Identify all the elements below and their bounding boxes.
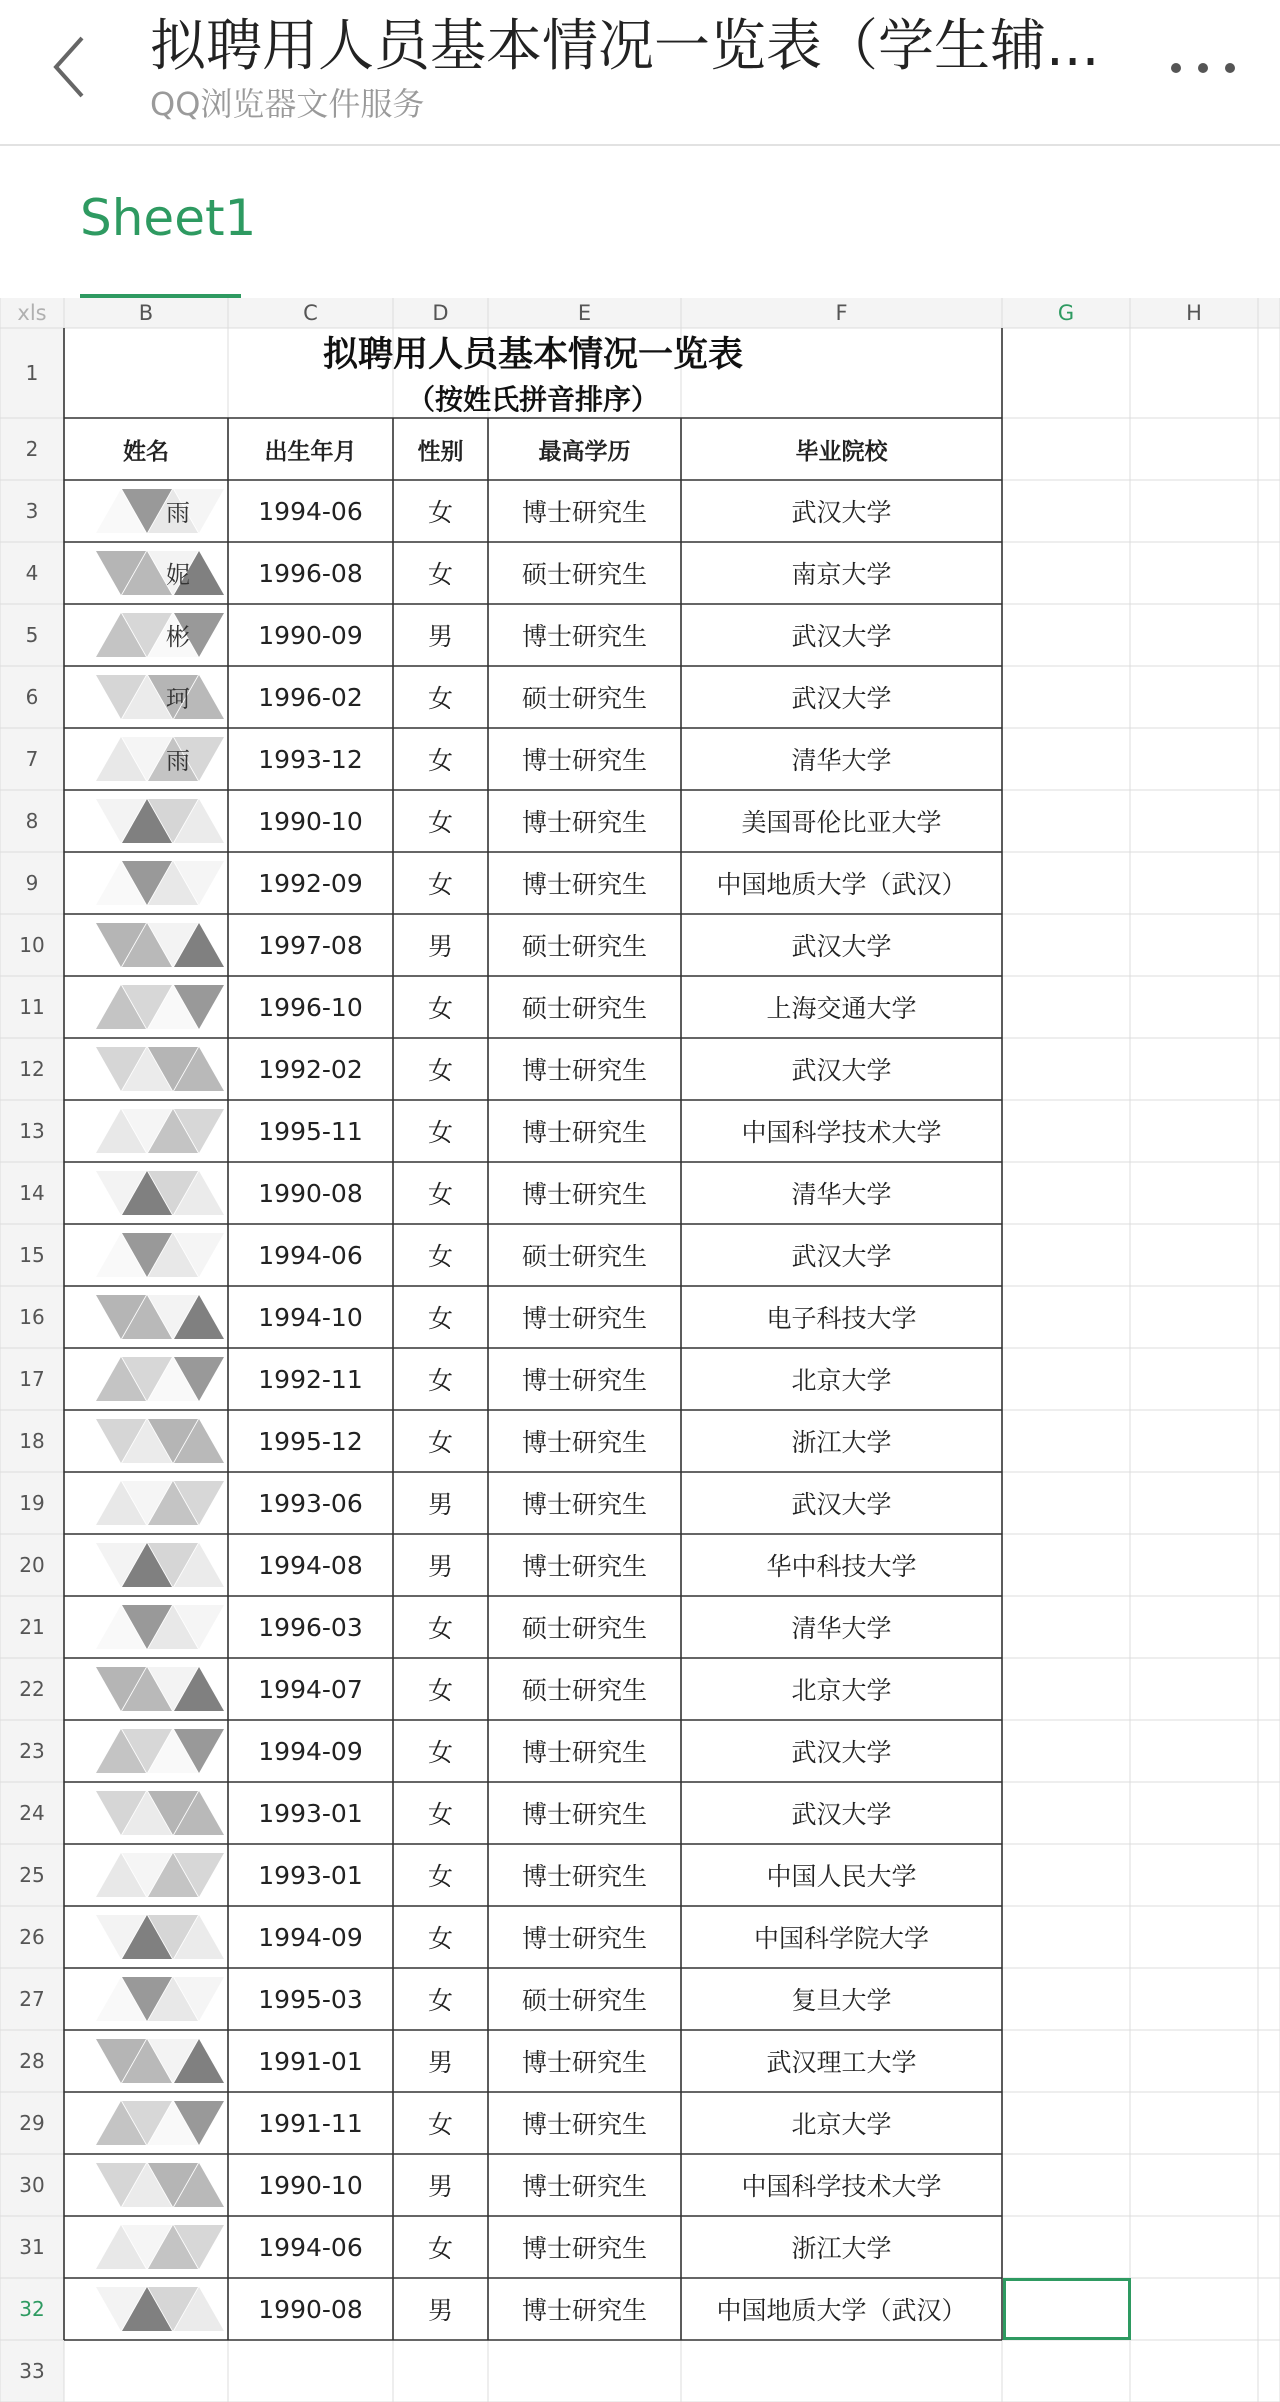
redaction-mosaic	[66, 2031, 226, 2091]
birth-cell[interactable]: 1993-01	[258, 1860, 363, 1890]
degree-cell[interactable]: 博士研究生	[521, 1118, 647, 1147]
selected-cell[interactable]	[1003, 2278, 1131, 2340]
table-header-1[interactable]: 姓名	[123, 438, 169, 465]
gender-cell[interactable]: 女	[427, 1304, 453, 1333]
gender-cell[interactable]: 女	[427, 994, 453, 1023]
row-header-19[interactable]: 19	[19, 1491, 45, 1515]
row-header-33[interactable]: 33	[19, 2359, 45, 2383]
gender-cell[interactable]: 女	[427, 560, 453, 589]
school-cell[interactable]: 清华大学	[791, 1614, 892, 1643]
school-cell[interactable]: 中国地质大学（武汉）	[716, 870, 967, 899]
name-cell[interactable]	[66, 1163, 226, 1223]
document-source: QQ浏览器文件服务	[150, 85, 425, 123]
table-header-2[interactable]: 出生年月	[264, 438, 357, 465]
row-header-31[interactable]: 31	[19, 2235, 45, 2259]
gender-cell[interactable]: 男	[427, 1490, 453, 1519]
school-cell[interactable]: 武汉大学	[791, 1242, 892, 1271]
birth-cell[interactable]: 1990-09	[258, 620, 363, 650]
birth-cell[interactable]: 1992-11	[258, 1364, 363, 1394]
row-header-14[interactable]: 14	[19, 1181, 45, 1205]
column-header-f[interactable]: F	[835, 301, 848, 325]
name-cell[interactable]	[66, 1597, 226, 1657]
gender-cell[interactable]: 女	[427, 1800, 453, 1829]
redaction-mosaic	[66, 915, 226, 975]
name-cell[interactable]	[66, 1907, 226, 1967]
degree-cell[interactable]: 博士研究生	[521, 1056, 647, 1085]
birth-cell[interactable]: 1996-03	[258, 1612, 363, 1642]
school-cell[interactable]: 华中科技大学	[766, 1552, 917, 1581]
gender-cell[interactable]: 男	[427, 2048, 453, 2077]
name-cell[interactable]	[66, 543, 226, 603]
row-header-15[interactable]: 15	[19, 1243, 45, 1267]
birth-cell[interactable]: 1994-07	[258, 1674, 363, 1704]
redaction-mosaic	[66, 1225, 226, 1285]
birth-cell[interactable]: 1992-02	[258, 1054, 363, 1084]
sheet-corner[interactable]: xls	[17, 301, 47, 325]
birth-cell[interactable]: 1991-11	[258, 2108, 363, 2138]
sheet-tab-bar	[0, 146, 1280, 296]
degree-cell[interactable]: 硕士研究生	[521, 684, 647, 713]
redaction-mosaic	[66, 667, 226, 727]
name-cell[interactable]	[66, 1845, 226, 1905]
gender-cell[interactable]: 女	[427, 1428, 453, 1457]
redaction-mosaic	[66, 1101, 226, 1161]
degree-cell[interactable]: 博士研究生	[521, 2172, 647, 2201]
redaction-mosaic	[66, 853, 226, 913]
gender-cell[interactable]: 男	[427, 2172, 453, 2201]
redaction-mosaic	[66, 791, 226, 851]
column-header-g[interactable]: G	[1057, 301, 1075, 325]
school-cell[interactable]: 中国地质大学（武汉）	[716, 2296, 967, 2325]
row-header-4[interactable]: 4	[25, 561, 39, 585]
redaction-mosaic	[66, 1907, 226, 1967]
name-cell[interactable]	[66, 1225, 226, 1285]
more-horizontal-icon[interactable]	[1168, 58, 1238, 78]
school-cell[interactable]: 北京大学	[791, 1366, 892, 1395]
row-header-26[interactable]: 26	[19, 1925, 45, 1949]
app-header	[0, 0, 1280, 146]
row-header-25[interactable]: 25	[19, 1863, 45, 1887]
degree-cell[interactable]: 博士研究生	[521, 1552, 647, 1581]
name-cell[interactable]	[66, 667, 226, 727]
chevron-left-icon[interactable]	[48, 32, 96, 102]
birth-cell[interactable]: 1993-12	[258, 744, 363, 774]
name-cell[interactable]	[66, 1411, 226, 1471]
birth-cell[interactable]: 1994-09	[258, 1922, 363, 1952]
column-header-h[interactable]: H	[1186, 301, 1202, 325]
degree-cell[interactable]: 博士研究生	[521, 1428, 647, 1457]
birth-cell[interactable]: 1990-10	[258, 2170, 363, 2200]
birth-cell[interactable]: 1991-01	[258, 2046, 363, 2076]
row-header-28[interactable]: 28	[19, 2049, 45, 2073]
degree-cell[interactable]: 硕士研究生	[521, 1614, 647, 1643]
birth-cell[interactable]: 1994-10	[258, 1302, 363, 1332]
school-cell[interactable]: 武汉大学	[791, 1800, 892, 1829]
gender-cell[interactable]: 女	[427, 1924, 453, 1953]
gender-cell[interactable]: 女	[427, 498, 453, 527]
degree-cell[interactable]: 硕士研究生	[521, 932, 647, 961]
name-cell[interactable]	[66, 2217, 226, 2277]
birth-cell[interactable]: 1996-10	[258, 992, 363, 1022]
row-header-21[interactable]: 21	[19, 1615, 45, 1639]
column-header-b[interactable]: B	[138, 301, 154, 325]
name-cell[interactable]	[66, 791, 226, 851]
row-header-3[interactable]: 3	[25, 499, 39, 523]
degree-cell[interactable]: 博士研究生	[521, 1304, 647, 1333]
school-cell[interactable]: 清华大学	[791, 1180, 892, 1209]
gender-cell[interactable]: 女	[427, 684, 453, 713]
birth-cell[interactable]: 1994-08	[258, 1550, 363, 1580]
birth-cell[interactable]: 1990-10	[258, 806, 363, 836]
row-header-22[interactable]: 22	[19, 1677, 45, 1701]
degree-cell[interactable]: 硕士研究生	[521, 1986, 647, 2015]
birth-cell[interactable]: 1994-06	[258, 496, 363, 526]
name-cell[interactable]	[66, 1349, 226, 1409]
redaction-mosaic	[66, 1597, 226, 1657]
degree-cell[interactable]: 博士研究生	[521, 2110, 647, 2139]
degree-cell[interactable]: 博士研究生	[521, 1366, 647, 1395]
row-header-1[interactable]: 1	[25, 361, 39, 385]
school-cell[interactable]: 电子科技大学	[766, 1304, 917, 1333]
gender-cell[interactable]: 女	[427, 2110, 453, 2139]
school-cell[interactable]: 浙江大学	[791, 2234, 892, 2263]
gender-cell[interactable]: 女	[427, 1862, 453, 1891]
redaction-mosaic	[66, 1349, 226, 1409]
column-header-d[interactable]: D	[432, 301, 449, 325]
name-cell[interactable]	[66, 1783, 226, 1843]
gender-cell[interactable]: 女	[427, 808, 453, 837]
school-cell[interactable]: 武汉大学	[791, 684, 892, 713]
row-header-13[interactable]: 13	[19, 1119, 45, 1143]
column-header-c[interactable]: C	[303, 301, 318, 325]
birth-cell[interactable]: 1994-06	[258, 2232, 363, 2262]
name-cell[interactable]	[66, 1473, 226, 1533]
row-header-20[interactable]: 20	[19, 1553, 45, 1577]
redaction-mosaic	[66, 1163, 226, 1223]
row-header-18[interactable]: 18	[19, 1429, 45, 1453]
birth-cell[interactable]: 1995-03	[258, 1984, 363, 2014]
degree-cell[interactable]: 博士研究生	[521, 498, 647, 527]
row-header-27[interactable]: 27	[19, 1987, 45, 2011]
redaction-mosaic	[66, 1721, 226, 1781]
degree-cell[interactable]: 硕士研究生	[521, 1676, 647, 1705]
document-title: 拟聘用人员基本情况一览表（学生辅...	[150, 14, 1100, 79]
degree-cell[interactable]: 博士研究生	[521, 1738, 647, 1767]
gender-cell[interactable]: 女	[427, 2234, 453, 2263]
birth-cell[interactable]: 1990-08	[258, 2294, 363, 2324]
redaction-mosaic	[66, 2093, 226, 2153]
name-cell[interactable]	[66, 1101, 226, 1161]
school-cell[interactable]: 武汉理工大学	[766, 2048, 917, 2077]
degree-cell[interactable]: 博士研究生	[521, 870, 647, 899]
redaction-mosaic	[66, 1411, 226, 1471]
school-cell[interactable]: 上海交通大学	[766, 994, 917, 1023]
school-cell[interactable]: 中国科学技术大学	[741, 2172, 942, 2201]
degree-cell[interactable]: 博士研究生	[521, 1924, 647, 1953]
name-cell[interactable]	[66, 2093, 226, 2153]
birth-cell[interactable]: 1990-08	[258, 1178, 363, 1208]
row-header-30[interactable]: 30	[19, 2173, 45, 2197]
gender-cell[interactable]: 女	[427, 1986, 453, 2015]
degree-cell[interactable]: 博士研究生	[521, 1490, 647, 1519]
birth-cell[interactable]: 1993-06	[258, 1488, 363, 1518]
name-cell[interactable]	[66, 853, 226, 913]
redaction-mosaic	[66, 1969, 226, 2029]
name-text: 彬	[166, 623, 190, 651]
degree-cell[interactable]: 博士研究生	[521, 1800, 647, 1829]
school-cell[interactable]: 武汉大学	[791, 932, 892, 961]
name-cell[interactable]	[66, 1535, 226, 1595]
name-text: 雨	[166, 499, 190, 527]
degree-cell[interactable]: 博士研究生	[521, 622, 647, 651]
table-header-3[interactable]: 性别	[417, 438, 464, 465]
redaction-mosaic	[66, 1535, 226, 1595]
name-cell[interactable]	[66, 1287, 226, 1347]
name-cell[interactable]	[66, 977, 226, 1037]
school-cell[interactable]: 武汉大学	[791, 1738, 892, 1767]
redaction-mosaic	[66, 1039, 226, 1099]
gender-cell[interactable]: 女	[427, 1118, 453, 1147]
birth-cell[interactable]: 1995-11	[258, 1116, 363, 1146]
redaction-mosaic	[66, 2155, 226, 2215]
row-header-16[interactable]: 16	[19, 1305, 45, 1329]
gender-cell[interactable]: 女	[427, 1242, 453, 1271]
degree-cell[interactable]: 硕士研究生	[521, 560, 647, 589]
redaction-mosaic	[66, 1287, 226, 1347]
redaction-mosaic	[66, 481, 226, 541]
row-header-24[interactable]: 24	[19, 1801, 45, 1825]
name-cell[interactable]	[66, 1039, 226, 1099]
row-header-29[interactable]: 29	[19, 2111, 45, 2135]
school-cell[interactable]: 中国人民大学	[766, 1862, 917, 1891]
name-cell[interactable]	[66, 915, 226, 975]
birth-cell[interactable]: 1997-08	[258, 930, 363, 960]
row-header-6[interactable]: 6	[25, 685, 39, 709]
column-header-e[interactable]: E	[577, 301, 592, 325]
redaction-mosaic	[66, 729, 226, 789]
degree-cell[interactable]: 博士研究生	[521, 746, 647, 775]
row-header-5[interactable]: 5	[25, 623, 39, 647]
name-cell[interactable]	[66, 605, 226, 665]
school-cell[interactable]: 复旦大学	[791, 1986, 892, 2015]
gender-cell[interactable]: 女	[427, 1056, 453, 1085]
name-cell[interactable]	[66, 2155, 226, 2215]
redaction-mosaic	[66, 977, 226, 1037]
school-cell[interactable]: 南京大学	[791, 560, 892, 589]
row-header-32[interactable]: 32	[19, 2297, 45, 2321]
redaction-mosaic	[66, 1659, 226, 1719]
gender-cell[interactable]: 女	[427, 1366, 453, 1395]
name-cell[interactable]	[66, 481, 226, 541]
degree-cell[interactable]: 硕士研究生	[521, 994, 647, 1023]
school-cell[interactable]: 浙江大学	[791, 1428, 892, 1457]
row-header-17[interactable]: 17	[19, 1367, 45, 1391]
table-header-5[interactable]: 毕业院校	[795, 438, 888, 465]
name-cell[interactable]	[66, 729, 226, 789]
school-cell[interactable]: 武汉大学	[791, 498, 892, 527]
table-subtitle: （按姓氏拼音排序）	[406, 383, 659, 416]
redaction-mosaic	[66, 1783, 226, 1843]
birth-cell[interactable]: 1994-09	[258, 1736, 363, 1766]
gender-cell[interactable]: 女	[427, 1614, 453, 1643]
school-cell[interactable]: 武汉大学	[791, 622, 892, 651]
row-header-7[interactable]: 7	[25, 747, 39, 771]
school-cell[interactable]: 清华大学	[791, 746, 892, 775]
redaction-mosaic	[66, 1845, 226, 1905]
gender-cell[interactable]: 女	[427, 1738, 453, 1767]
redaction-mosaic	[66, 543, 226, 603]
row-header-12[interactable]: 12	[19, 1057, 45, 1081]
gender-cell[interactable]: 女	[427, 1180, 453, 1209]
name-text: 妮	[166, 561, 190, 589]
tab-sheet1[interactable]: Sheet1	[80, 189, 257, 247]
name-cell[interactable]	[66, 2031, 226, 2091]
birth-cell[interactable]: 1993-01	[258, 1798, 363, 1828]
school-cell[interactable]: 北京大学	[791, 2110, 892, 2139]
birth-cell[interactable]: 1995-12	[258, 1426, 363, 1456]
degree-cell[interactable]: 硕士研究生	[521, 1242, 647, 1271]
birth-cell[interactable]: 1996-02	[258, 682, 363, 712]
school-cell[interactable]: 中国科学院大学	[753, 1924, 929, 1953]
school-cell[interactable]: 武汉大学	[791, 1056, 892, 1085]
row-header-11[interactable]: 11	[19, 995, 45, 1019]
school-cell[interactable]: 美国哥伦比亚大学	[741, 808, 942, 837]
school-cell[interactable]: 武汉大学	[791, 1490, 892, 1519]
name-text: 珂	[166, 685, 190, 713]
birth-cell[interactable]: 1992-09	[258, 868, 363, 898]
redaction-mosaic	[66, 605, 226, 665]
degree-cell[interactable]: 博士研究生	[521, 1180, 647, 1209]
redaction-mosaic	[66, 2279, 226, 2339]
degree-cell[interactable]: 博士研究生	[521, 1862, 647, 1891]
degree-cell[interactable]: 博士研究生	[521, 2234, 647, 2263]
name-cell[interactable]	[66, 2279, 226, 2339]
row-header-23[interactable]: 23	[19, 1739, 45, 1763]
row-header-2[interactable]: 2	[25, 437, 39, 461]
table-title: 拟聘用人员基本情况一览表	[322, 335, 743, 375]
row-header-10[interactable]: 10	[19, 933, 45, 957]
name-cell[interactable]	[66, 1659, 226, 1719]
row-header-8[interactable]: 8	[25, 809, 39, 833]
school-cell[interactable]: 中国科学技术大学	[741, 1118, 942, 1147]
redaction-mosaic	[66, 2217, 226, 2277]
birth-cell[interactable]: 1996-08	[258, 558, 363, 588]
name-text: 雨	[166, 747, 190, 775]
name-cell[interactable]	[66, 1969, 226, 2029]
name-cell[interactable]	[66, 1721, 226, 1781]
gender-cell[interactable]: 男	[427, 1552, 453, 1581]
degree-cell[interactable]: 博士研究生	[521, 2296, 647, 2325]
gender-cell[interactable]: 女	[427, 870, 453, 899]
spreadsheet-grid[interactable]	[0, 298, 1280, 2383]
row-header-9[interactable]: 9	[25, 871, 39, 895]
school-cell[interactable]: 北京大学	[791, 1676, 892, 1705]
degree-cell[interactable]: 博士研究生	[521, 2048, 647, 2077]
gender-cell[interactable]: 男	[427, 622, 453, 651]
gender-cell[interactable]: 男	[427, 2296, 453, 2325]
degree-cell[interactable]: 博士研究生	[521, 808, 647, 837]
gender-cell[interactable]: 男	[427, 932, 453, 961]
birth-cell[interactable]: 1994-06	[258, 1240, 363, 1270]
gender-cell[interactable]: 女	[427, 746, 453, 775]
table-header-4[interactable]: 最高学历	[538, 438, 631, 465]
redaction-mosaic	[66, 1473, 226, 1533]
gender-cell[interactable]: 女	[427, 1676, 453, 1705]
